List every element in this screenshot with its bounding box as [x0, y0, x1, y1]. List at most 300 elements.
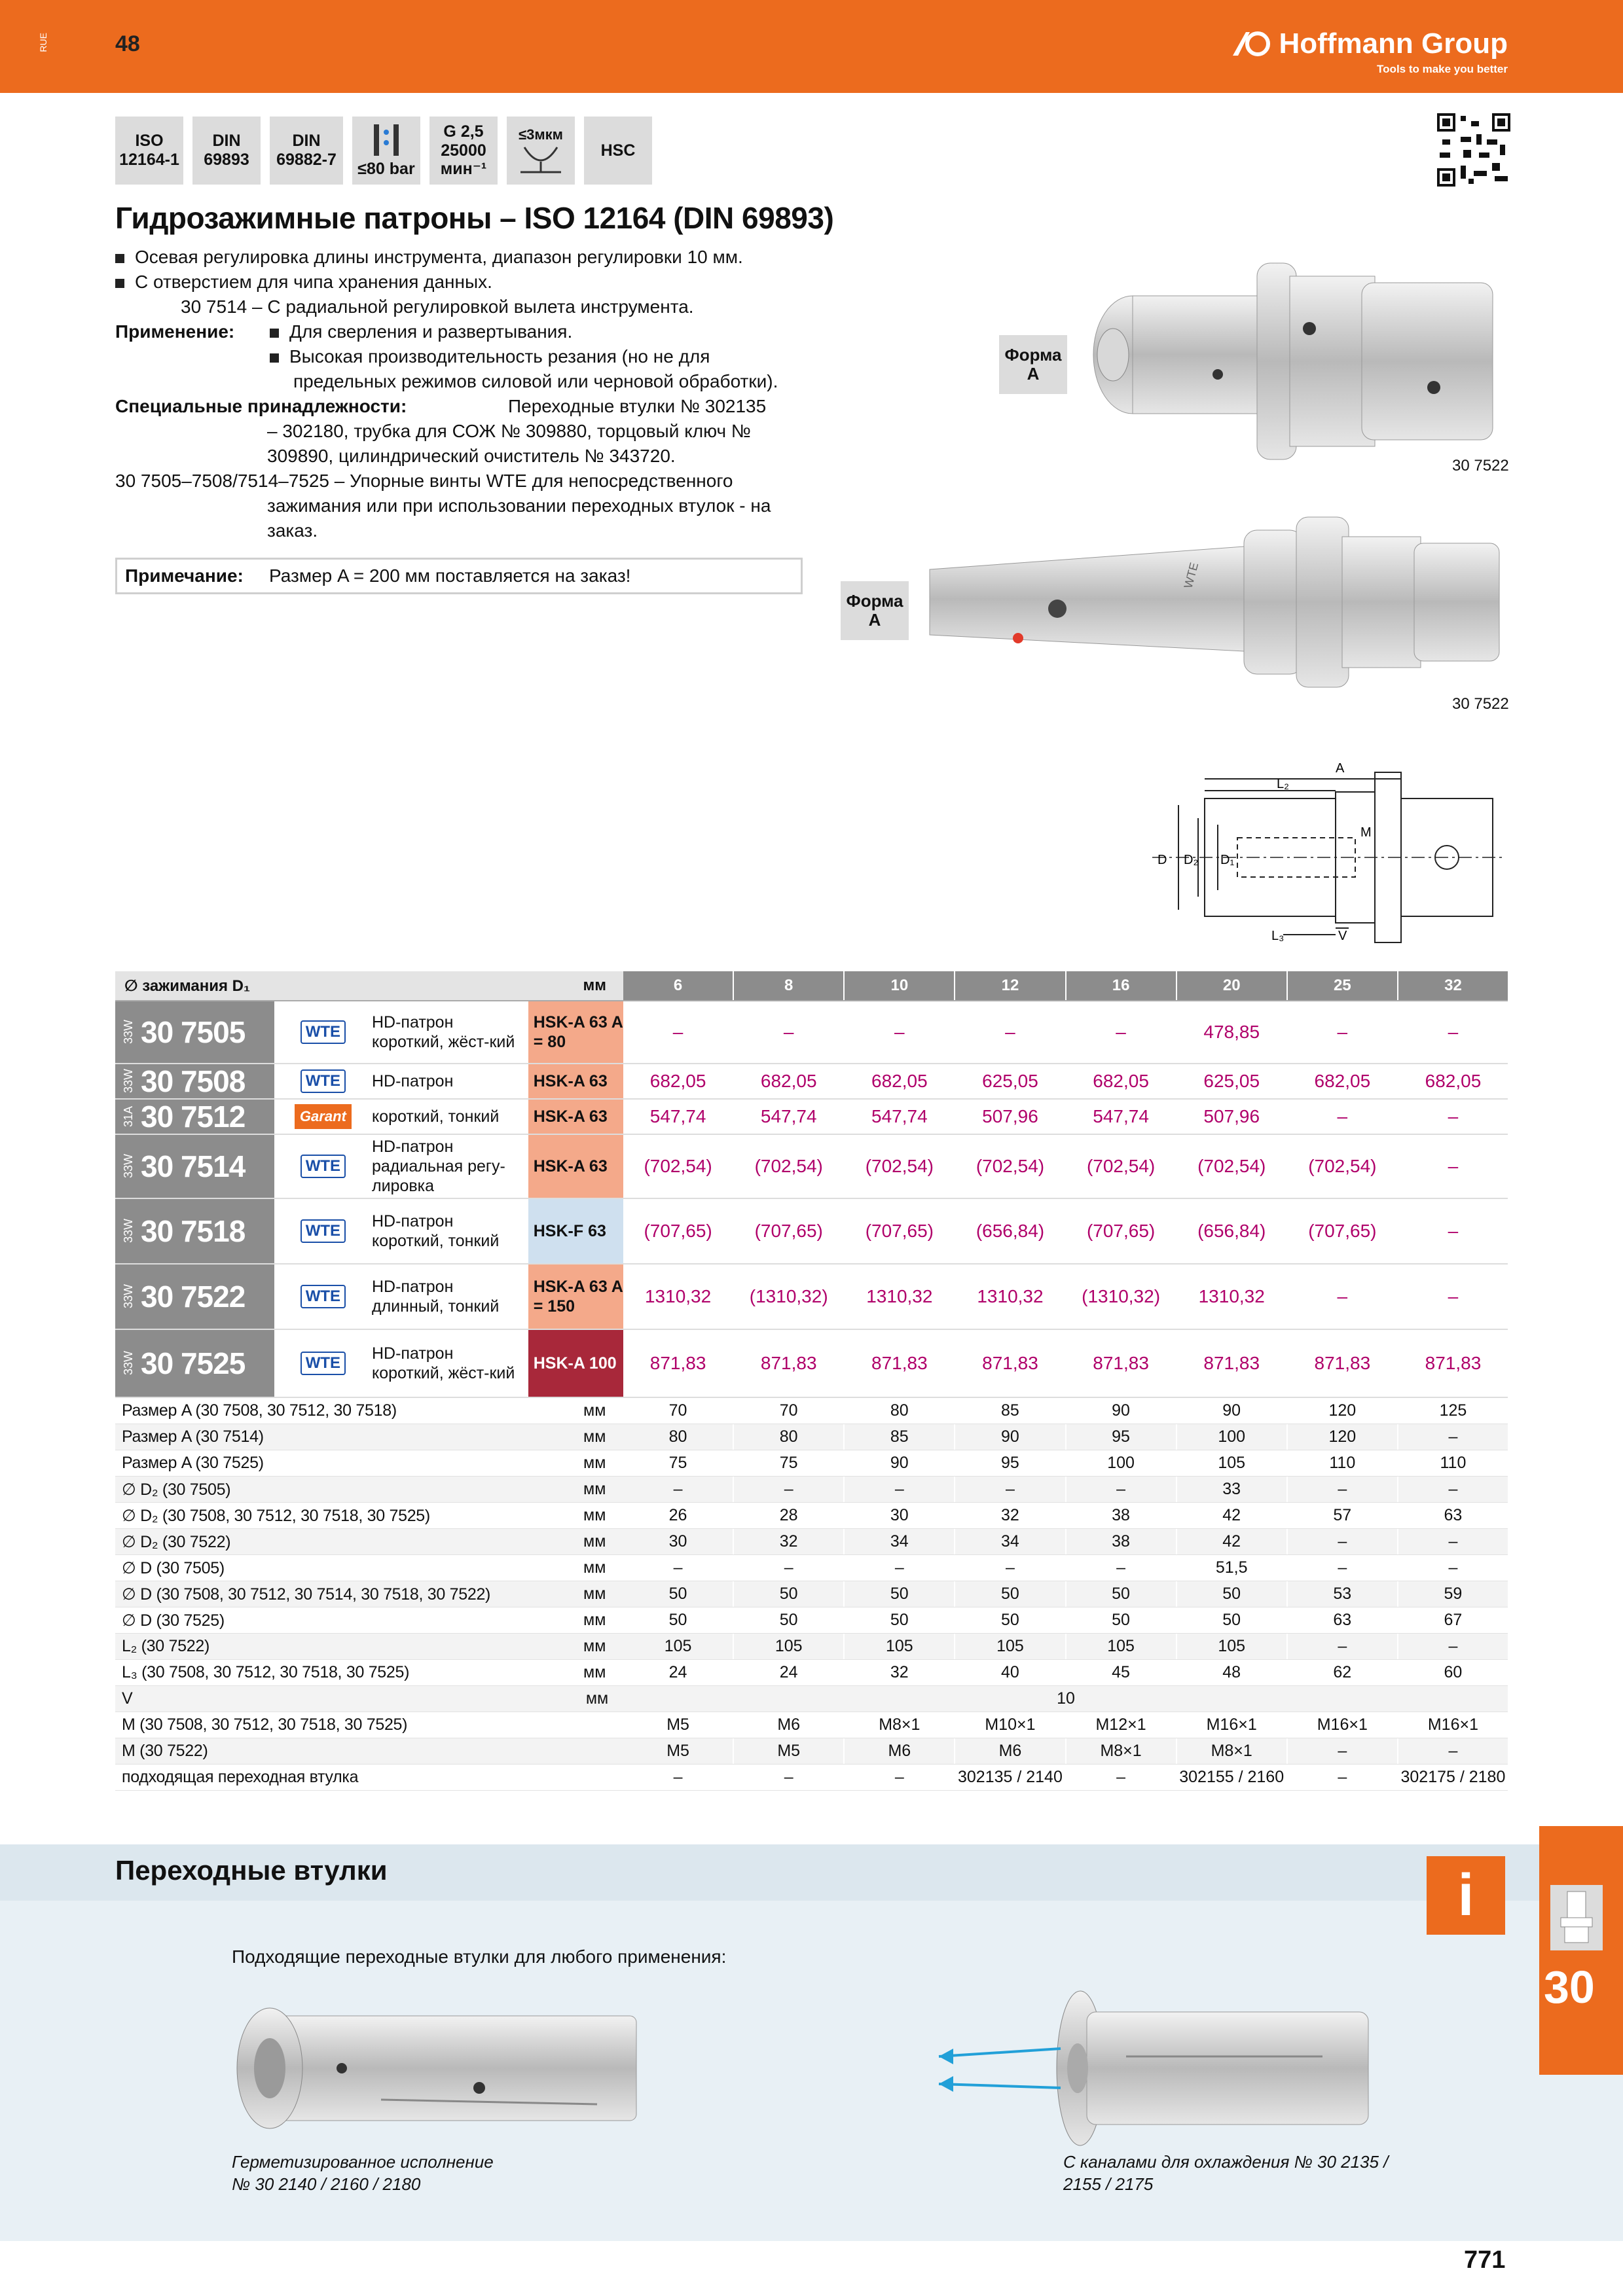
spec-value: 110: [1286, 1450, 1397, 1476]
spec-label: ∅ D₂ (30 7505): [122, 1480, 231, 1499]
accessories-label: Специальные принадлежности:: [115, 396, 407, 416]
forma-label-2: Форма A: [841, 581, 909, 640]
spec-unit: [566, 1738, 623, 1764]
price-cell: 682,05: [733, 1064, 843, 1098]
spec-value: 110: [1397, 1450, 1508, 1476]
spec-value: 42: [1176, 1529, 1286, 1554]
spec-value: 51,5: [1176, 1555, 1286, 1581]
spec-unit: [566, 1765, 623, 1790]
shank-type: HSK-A 63: [528, 1064, 623, 1098]
price-cell: (707,65): [1286, 1199, 1397, 1263]
page-number: 771: [1464, 2246, 1506, 2274]
article-number-cell[interactable]: 33W 30 7505: [115, 1001, 274, 1063]
spec-value: 90: [843, 1450, 954, 1476]
spec-value: 120: [1286, 1424, 1397, 1450]
spec-row: [115, 1686, 1508, 1712]
sleeve-photo-sealed: [230, 1990, 649, 2147]
note-text: Размер A = 200 мм поставляется на заказ!: [269, 565, 631, 586]
price-cell: 682,05: [1065, 1064, 1176, 1098]
application-label: Применение:: [115, 321, 235, 342]
shank-type: HSK-F 63: [528, 1199, 623, 1263]
application-item: Для сверления и развертывания.: [270, 319, 572, 344]
spec-value: 105: [954, 1634, 1065, 1659]
spec-label: подходящая переходная втулка: [122, 1768, 359, 1786]
price-cell: –: [1397, 1199, 1508, 1263]
spec-row: [115, 1581, 1508, 1607]
spec-value: –: [1286, 1765, 1397, 1790]
price-cell: 871,83: [733, 1330, 843, 1397]
badge-runout: ≤3мкм: [507, 117, 575, 185]
spec-row: [115, 1450, 1508, 1477]
spec-unit: мм: [583, 1506, 606, 1524]
header-label: ∅ зажимания D₁: [124, 977, 250, 995]
price-cell: 682,05: [1397, 1064, 1508, 1098]
product-row[interactable]: [115, 1199, 1508, 1265]
note-label: Примечание:: [125, 565, 244, 586]
price-cell: 871,83: [1397, 1330, 1508, 1397]
spec-unit: мм: [585, 1689, 609, 1708]
spec-value: –: [843, 1765, 954, 1790]
price-cell: (702,54): [954, 1135, 1065, 1198]
radial-adjust-note: 30 7514 – С радиальной регулировкой вылета инструмента.: [181, 296, 694, 317]
spec-label: ∅ D (30 7508, 30 7512, 30 7514, 30 7518, 30 7522): [122, 1585, 491, 1604]
spec-value: 75: [668, 1454, 687, 1472]
price-cell: 478,85: [1176, 1001, 1286, 1063]
product-name: HD-патрон длинный, тонкий: [372, 1278, 500, 1316]
spec-value: 70: [733, 1398, 843, 1424]
price-cell: 871,83: [649, 1353, 706, 1373]
spec-unit: мм: [583, 1585, 606, 1603]
info-icon[interactable]: i: [1427, 1856, 1505, 1935]
spec-value: 38: [1065, 1529, 1176, 1554]
column-header: 16: [1065, 971, 1176, 1000]
spec-value: 105: [1176, 1634, 1286, 1659]
spec-value: 125: [1397, 1398, 1508, 1424]
price-cell: –: [1286, 1001, 1397, 1063]
product-name: HD-патрон короткий, тонкий: [372, 1212, 500, 1250]
spec-row: [115, 1555, 1508, 1581]
product-row[interactable]: [115, 1330, 1508, 1398]
spec-label: ∅ D₂ (30 7508, 30 7512, 30 7518, 30 7525): [122, 1506, 430, 1525]
header-unit: мм: [583, 977, 606, 994]
sleeves-intro: Подходящие переходные втулки для любого применения:: [232, 1946, 727, 1967]
price-cell: –: [1065, 1001, 1176, 1063]
spec-row: [115, 1607, 1508, 1634]
spec-value: 40: [954, 1660, 1065, 1685]
spec-value: 50: [733, 1581, 843, 1607]
product-row[interactable]: [115, 1064, 1508, 1100]
feature-bullet: С отверстием для чипа хранения данных.: [115, 270, 835, 295]
spec-value: 63: [1397, 1503, 1508, 1528]
spec-value: 32: [843, 1660, 954, 1685]
spec-row: [115, 1712, 1508, 1738]
section-page-number: 48: [115, 31, 140, 56]
description: Осевая регулировка длины инструмента, диапазон регулировки 10 мм. С отверстием для чипа хранения данных. 30 7514 – С радиальной регулировкой вылета инструмента. Применение: Для сверления и развертывания. Высокая производительность резания (но не для предельных режимов силовой или черновой обработки). Специальные принадлежности: Переходные втулки № 302135 – 302180, трубка для СОЖ № 309880, торцовый ключ № 309890, цилиндрический очиститель № 343720. 30 7505–7508/7514–7525 – Упорные винты WTE для непосредственного зажимания или при использовании переходных втулок - на заказ.: [115, 245, 835, 543]
price-cell: (707,65): [1065, 1199, 1176, 1263]
price-cell: 871,83: [1286, 1330, 1397, 1397]
column-header: 8: [733, 971, 843, 1000]
sleeve-caption-sealed: Герметизированное исполнение № 30 2140 / 2160 / 2180: [232, 2152, 494, 2194]
spec-row: [115, 1503, 1508, 1529]
price-cell: (656,84): [1176, 1199, 1286, 1263]
price-cell: –: [1397, 1265, 1508, 1329]
product-name: HD-патрон: [372, 1072, 454, 1090]
spec-label: ∅ D (30 7505): [122, 1558, 225, 1577]
spec-value: –: [1065, 1765, 1176, 1790]
price-cell: 507,96: [954, 1100, 1065, 1134]
spec-value: 105: [1065, 1634, 1176, 1659]
spec-label: Размер A (30 7508, 30 7512, 30 7518): [122, 1401, 397, 1420]
article-number-cell[interactable]: 33W 30 7518: [115, 1199, 274, 1263]
spec-value: M6: [843, 1738, 954, 1764]
price-cell: –: [954, 1001, 1065, 1063]
spec-unit: мм: [583, 1480, 606, 1498]
svg-text:D₂: D₂: [1184, 853, 1199, 867]
wte-logo: WTE: [301, 1285, 346, 1308]
spec-label: Размер A (30 7525): [122, 1454, 264, 1472]
spec-row: [115, 1660, 1508, 1686]
price-cell: 682,05: [843, 1064, 954, 1098]
spec-value: 57: [1286, 1503, 1397, 1528]
spec-value: 50: [1065, 1581, 1176, 1607]
spec-value: –: [1286, 1634, 1397, 1659]
spec-value: 120: [1286, 1398, 1397, 1424]
spec-value: 32: [954, 1503, 1065, 1528]
brand-name: Hoffmann Group: [1279, 27, 1508, 60]
product-row[interactable]: [115, 1100, 1508, 1135]
garant-logo: Garant: [295, 1104, 352, 1129]
spec-unit: мм: [583, 1401, 606, 1420]
price-cell: (1310,32): [1065, 1265, 1176, 1329]
spec-value: 63: [1286, 1607, 1397, 1633]
spec-unit: мм: [583, 1558, 606, 1577]
svg-text:L₃: L₃: [1271, 929, 1285, 943]
spec-value: 50: [1176, 1581, 1286, 1607]
spec-value: 95: [954, 1450, 1065, 1476]
spec-value: 95: [1065, 1424, 1176, 1450]
product-row[interactable]: [115, 1265, 1508, 1330]
price-cell: 871,83: [1065, 1330, 1176, 1397]
hoffmann-logo-icon: [1230, 29, 1272, 58]
spec-value: –: [954, 1555, 1065, 1581]
price-cell: 871,83: [843, 1330, 954, 1397]
price-cell: (1310,32): [733, 1265, 843, 1329]
image-article-1: 30 7522: [1452, 457, 1509, 475]
badge-din-69882: DIN 69882-7: [270, 117, 343, 185]
spec-value: M16×1: [1176, 1712, 1286, 1738]
wte-logo: WTE: [301, 1155, 346, 1178]
spec-value: –: [1397, 1634, 1508, 1659]
price-cell: (702,54): [1176, 1135, 1286, 1198]
spec-value: 85: [954, 1398, 1065, 1424]
wte-logo: WTE: [301, 1069, 346, 1093]
product-table: [115, 971, 1508, 1791]
svg-text:A: A: [1336, 761, 1345, 776]
price-cell: 682,05: [1286, 1064, 1397, 1098]
product-name: HD-патрон радиальная регу-лировка: [372, 1138, 505, 1195]
price-cell: –: [1286, 1265, 1397, 1329]
badge-iso: ISO 12164-1: [115, 117, 183, 185]
spec-value: –: [1286, 1477, 1397, 1502]
spec-value: 100: [1065, 1450, 1176, 1476]
product-name: короткий, тонкий: [372, 1107, 500, 1126]
spec-unit: мм: [583, 1454, 606, 1472]
spec-value: 90: [954, 1424, 1065, 1450]
spec-value: 50: [1176, 1607, 1286, 1633]
price-cell: –: [1397, 1135, 1508, 1198]
product-row[interactable]: [115, 1135, 1508, 1199]
spec-value: –: [843, 1477, 954, 1502]
article-number-cell[interactable]: 33W 30 7525: [115, 1330, 274, 1397]
spec-value: 90: [1065, 1398, 1176, 1424]
spec-value: –: [1065, 1477, 1176, 1502]
sleeves-title: Переходные втулки: [115, 1855, 388, 1886]
spec-value: 50: [954, 1607, 1065, 1633]
price-cell: 682,05: [649, 1071, 706, 1091]
spec-value: M16×1: [1286, 1712, 1397, 1738]
spec-unit: мм: [583, 1663, 606, 1681]
spec-unit: мм: [583, 1611, 606, 1629]
spec-row: [115, 1765, 1508, 1791]
column-header: 20: [1176, 971, 1286, 1000]
wte-logo: WTE: [301, 1020, 346, 1044]
note-box: [115, 558, 803, 594]
spec-value: M5: [666, 1715, 689, 1734]
price-cell: –: [843, 1001, 954, 1063]
price-cell: (702,54): [644, 1156, 712, 1176]
spec-row: [115, 1398, 1508, 1424]
spec-value: 33: [1176, 1477, 1286, 1502]
spec-value: 50: [733, 1607, 843, 1633]
spec-value: –: [843, 1555, 954, 1581]
feature-bullet: Осевая регулировка длины инструмента, диапазон регулировки 10 мм.: [115, 245, 835, 270]
chapter-tab[interactable]: [1539, 1826, 1623, 2075]
spec-value: 28: [733, 1503, 843, 1528]
wte-logo: WTE: [301, 1219, 346, 1243]
spec-value: –: [733, 1765, 843, 1790]
spec-value: 24: [668, 1663, 687, 1681]
spec-value: 60: [1397, 1660, 1508, 1685]
spec-value: 100: [1176, 1424, 1286, 1450]
forma-label-1: Форма A: [999, 335, 1067, 394]
spec-value: –: [1065, 1555, 1176, 1581]
spec-row: [115, 1634, 1508, 1660]
price-cell: (702,54): [733, 1135, 843, 1198]
price-cell: 625,05: [1176, 1064, 1286, 1098]
price-cell: 507,96: [1176, 1100, 1286, 1134]
qr-code-icon: [1437, 113, 1510, 187]
spec-value: 38: [1065, 1503, 1176, 1528]
chuck-photo-short: [1074, 257, 1506, 473]
spec-value: 80: [668, 1427, 687, 1446]
spec-value: 50: [668, 1585, 687, 1603]
spec-value: M5: [733, 1738, 843, 1764]
price-cell: 625,05: [954, 1064, 1065, 1098]
spec-value: M12×1: [1065, 1712, 1176, 1738]
price-cell: –: [672, 1022, 684, 1042]
product-row[interactable]: [115, 1001, 1508, 1064]
spec-value: 302175 / 2180: [1397, 1765, 1508, 1790]
price-cell: 1310,32: [644, 1286, 712, 1306]
spec-value: 59: [1397, 1581, 1508, 1607]
spec-value: 80: [733, 1424, 843, 1450]
spec-value: M10×1: [954, 1712, 1065, 1738]
spec-value: 80: [843, 1398, 954, 1424]
sleeve-caption-cooling: С каналами для охлаждения № 30 2135 / 2155 / 2175: [1063, 2152, 1389, 2194]
price-cell: 547,74: [649, 1106, 706, 1126]
spec-value: 45: [1065, 1660, 1176, 1685]
spec-value: –: [733, 1477, 843, 1502]
spec-unit: [566, 1712, 623, 1738]
spec-value: 34: [843, 1529, 954, 1554]
price-cell: (702,54): [1065, 1135, 1176, 1198]
spec-value: 50: [1065, 1607, 1176, 1633]
spec-value: M8×1: [1176, 1738, 1286, 1764]
spec-value: 105: [843, 1634, 954, 1659]
spec-value: 48: [1176, 1660, 1286, 1685]
price-cell: (656,84): [954, 1199, 1065, 1263]
price-cell: (707,65): [644, 1221, 712, 1241]
brand-logo: [1230, 27, 1508, 76]
spec-value: 42: [1176, 1503, 1286, 1528]
price-cell: 1310,32: [843, 1265, 954, 1329]
spec-value: 302155 / 2160: [1176, 1765, 1286, 1790]
spec-unit: мм: [583, 1532, 606, 1551]
spec-value: 10: [1057, 1689, 1075, 1708]
spec-value: M6: [733, 1712, 843, 1738]
spec-label: Размер A (30 7514): [122, 1427, 264, 1446]
spec-value: –: [1397, 1424, 1508, 1450]
chapter-number: 30: [1544, 1962, 1595, 2013]
badge-coolant-pressure: ≤80 bar: [352, 117, 420, 185]
product-name: HD-патрон короткий, жёст-кий: [372, 1013, 515, 1051]
spec-value: 50: [843, 1607, 954, 1633]
shank-type: HSK-A 63: [528, 1100, 623, 1134]
price-cell: (702,54): [1286, 1135, 1397, 1198]
spec-value: 105: [1176, 1450, 1286, 1476]
price-cell: (707,65): [843, 1199, 954, 1263]
spec-value: 75: [733, 1450, 843, 1476]
table-header: [115, 971, 1508, 1001]
spec-value: M6: [954, 1738, 1065, 1764]
chuck-photo-long: [917, 511, 1506, 707]
spec-value: 50: [843, 1581, 954, 1607]
price-cell: –: [1397, 1001, 1508, 1063]
chuck-chapter-icon: [1550, 1885, 1603, 1950]
price-cell: (702,54): [843, 1135, 954, 1198]
spec-label: ∅ D₂ (30 7522): [122, 1532, 231, 1551]
spec-value: 105: [733, 1634, 843, 1659]
spec-value: –: [1397, 1477, 1508, 1502]
sleeve-photo-cooling: [930, 1983, 1388, 2153]
spec-value: 50: [668, 1611, 687, 1629]
article-number-cell[interactable]: 31A 30 7512: [115, 1100, 274, 1134]
shank-type: HSK-A 63: [528, 1135, 623, 1198]
brand-tagline: Tools to make you better: [1377, 63, 1508, 75]
spec-value: M8×1: [1065, 1738, 1176, 1764]
spec-value: –: [673, 1558, 683, 1577]
article-number-cell[interactable]: 33W 30 7514: [115, 1135, 274, 1198]
svg-text:L₂: L₂: [1277, 777, 1289, 791]
column-header: 25: [1286, 971, 1397, 1000]
spec-value: –: [1286, 1529, 1397, 1554]
price-cell: –: [1397, 1100, 1508, 1134]
svg-text:D₁: D₁: [1220, 853, 1235, 867]
spec-label: L₂ (30 7522): [122, 1637, 210, 1655]
spec-value: 34: [954, 1529, 1065, 1554]
svg-text:D: D: [1158, 853, 1167, 867]
spec-value: 30: [843, 1503, 954, 1528]
page-title: Гидрозажимные патроны – ISO 12164 (DIN 69893): [115, 201, 834, 235]
spec-unit: мм: [583, 1427, 606, 1446]
price-cell: 871,83: [954, 1330, 1065, 1397]
spec-value: –: [1397, 1738, 1508, 1764]
spec-value: 302135 / 2140: [954, 1765, 1065, 1790]
spec-value: 70: [668, 1401, 687, 1420]
wte-logo: WTE: [301, 1352, 346, 1375]
price-cell: –: [733, 1001, 843, 1063]
spec-unit: мм: [583, 1637, 606, 1655]
spec-value: 24: [733, 1660, 843, 1685]
spec-value: 90: [1176, 1398, 1286, 1424]
spec-value: 62: [1286, 1660, 1397, 1685]
technical-drawing: [1152, 759, 1506, 949]
spec-label: M (30 7522): [122, 1742, 208, 1760]
spec-value: –: [954, 1477, 1065, 1502]
shank-type: HSK-A 63 A = 150: [528, 1265, 623, 1329]
spec-value: 26: [668, 1506, 687, 1524]
spec-value: –: [1286, 1555, 1397, 1581]
spec-value: –: [733, 1555, 843, 1581]
spec-value: –: [1286, 1738, 1397, 1764]
column-header: 12: [954, 971, 1065, 1000]
spec-value: M5: [666, 1742, 689, 1760]
spec-row: [115, 1424, 1508, 1450]
shank-type: HSK-A 100: [528, 1330, 623, 1397]
application-item: Высокая производительность резания (но не для: [289, 346, 710, 367]
spec-value: –: [673, 1768, 683, 1786]
spec-value: 105: [664, 1637, 692, 1655]
article-number-cell[interactable]: 33W 30 7508: [115, 1064, 274, 1098]
spec-value: 30: [668, 1532, 687, 1551]
spec-label: V: [122, 1689, 133, 1708]
column-header: 6: [623, 971, 733, 1000]
spec-value: 32: [733, 1529, 843, 1554]
article-number-cell[interactable]: 33W 30 7522: [115, 1265, 274, 1329]
svg-text:V: V: [1338, 929, 1347, 943]
shank-type: HSK-A 63 A = 80: [528, 1001, 623, 1063]
spec-value: 85: [843, 1424, 954, 1450]
price-cell: (707,65): [733, 1199, 843, 1263]
spec-value: –: [673, 1480, 683, 1498]
spec-row: [115, 1529, 1508, 1555]
badge-balance: G 2,5 25000 мин⁻¹: [429, 117, 498, 185]
runout-icon: [518, 143, 564, 175]
price-cell: 547,74: [843, 1100, 954, 1134]
price-cell: 871,83: [1176, 1330, 1286, 1397]
spec-row: [115, 1477, 1508, 1503]
spec-label: M (30 7508, 30 7512, 30 7518, 30 7525): [122, 1715, 408, 1734]
spec-value: –: [1397, 1529, 1508, 1554]
price-cell: 1310,32: [954, 1265, 1065, 1329]
language-code: RUE: [38, 33, 48, 52]
spec-value: M16×1: [1397, 1712, 1508, 1738]
spec-value: 67: [1397, 1607, 1508, 1633]
price-cell: 1310,32: [1176, 1265, 1286, 1329]
badge-hsc: HSC: [584, 117, 652, 185]
image-article-2: 30 7522: [1452, 695, 1509, 713]
column-header: 10: [843, 971, 954, 1000]
